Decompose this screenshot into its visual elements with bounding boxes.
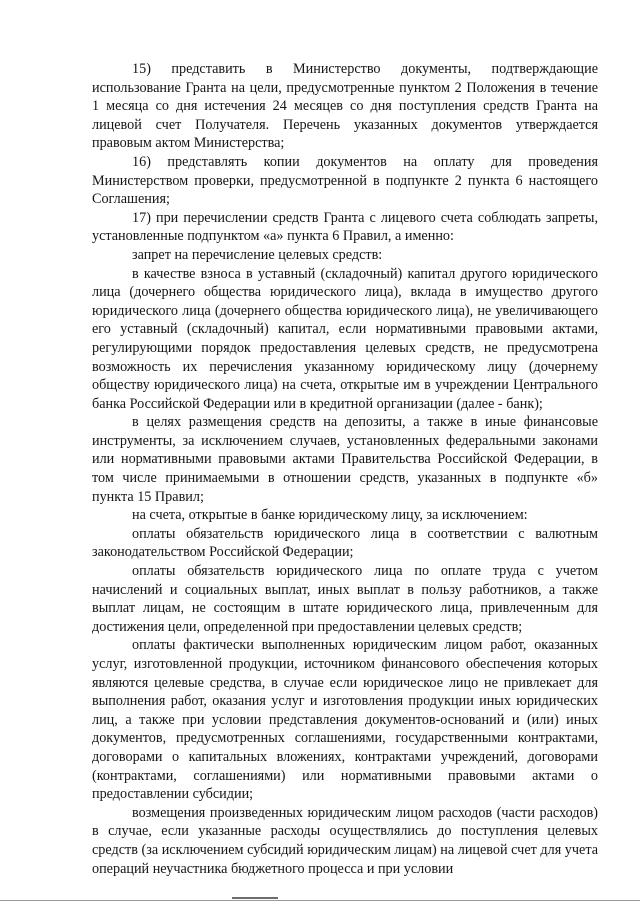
exception-currency: оплаты обязательств юридического лица в соответствии с валютным законодательством Российской Федерации; (92, 525, 598, 561)
document-body (92, 60, 598, 878)
page-bottom-edge (0, 900, 640, 901)
scan-edge-mark (232, 897, 278, 899)
prohibition-bank-accounts: на счета, открытые в банке юридическому лицу, за исключением: (132, 507, 528, 524)
paragraph-15: 15) представить в Министерство документы, подтверждающие использование Гранта на цели, предусмотренные пунктом 2 Положения в течение 1 месяца со дня истечения 24 месяцев со дня поступления средств Гранта на лицевой счет Получателя. Перечень указанных документов утверждается правовым актом Министерства; (92, 61, 598, 152)
exception-reimbursement: возмещения произведенных юридическим лицом расходов (части расходов) в случае, если указанные расходы осуществлялись до поступления целевых средств (за исключением субсидий юридическим лицам) на лицевой счет для учета операций неучастника бюджетного процесса и при условии (92, 804, 598, 877)
prohibition-contribution: в качестве взноса в уставный (складочный) капитал другого юридического лица (дочернего общества юридического лица), вклада в имущество другого юридического лица (дочернего общества юридического лица), не увеличивающего его уставный (складочный) капитал, если нормативными правовыми актами, регулирующими порядок предоставления целевых средств, не предусмотрена возможность их перечисления указанному юридическому лицу (дочернему обществу юридического лица) на счета, открытые им в учреждении Центрального банка Российской Федерации или в кредитной организации (далее - банк); (92, 265, 598, 412)
exception-works: оплаты фактически выполненных юридическим лицом работ, оказанных услуг, изготовленной продукции, источником финансового обеспечения которых являются целевые средства, в случае если юридическое лицо не привлекает для выполнения работ, оказания услуг и изготовления продукции иных юридических лиц, а также при условии представления документов-оснований и (или) иных документов, предусмотренных соглашениями, государственными контрактами, договорами о капитальных вложениях, контрактами учреждений, договорами (контрактами, соглашениями) или нормативными правовыми актами о предоставлении субсидии; (92, 637, 598, 803)
prohibition-deposits: в целях размещения средств на депозиты, а также в иные финансовые инструменты, за исключением случаев, установленных федеральными законами или нормативными правовыми актами Правительства Российской Федерации, в том числе принимаемыми в отношении средств, указанных в подпункте «б» пункта 15 Правил; (92, 414, 598, 505)
paragraph-17: 17) при перечислении средств Гранта с лицевого счета соблюдать запреты, установленные подпунктом «а» пункта 6 Правил, а именно: (92, 209, 598, 245)
prohibition-heading: запрет на перечисление целевых средств: (132, 246, 383, 263)
exception-payroll: оплаты обязательств юридического лица по оплате труда с учетом начислений и социальных выплат, иных выплат в пользу работников, а также выплат лицам, не состоящим в штате юридического лица, привлеченным для достижения цели, определенной при предоставлении целевых средств; (92, 563, 598, 635)
paragraph-16: 16) представлять копии документов на оплату для проведения Министерством проверки, предусмотренной в подпункте 2 пункта 6 настоящего Соглашения; (92, 153, 598, 208)
